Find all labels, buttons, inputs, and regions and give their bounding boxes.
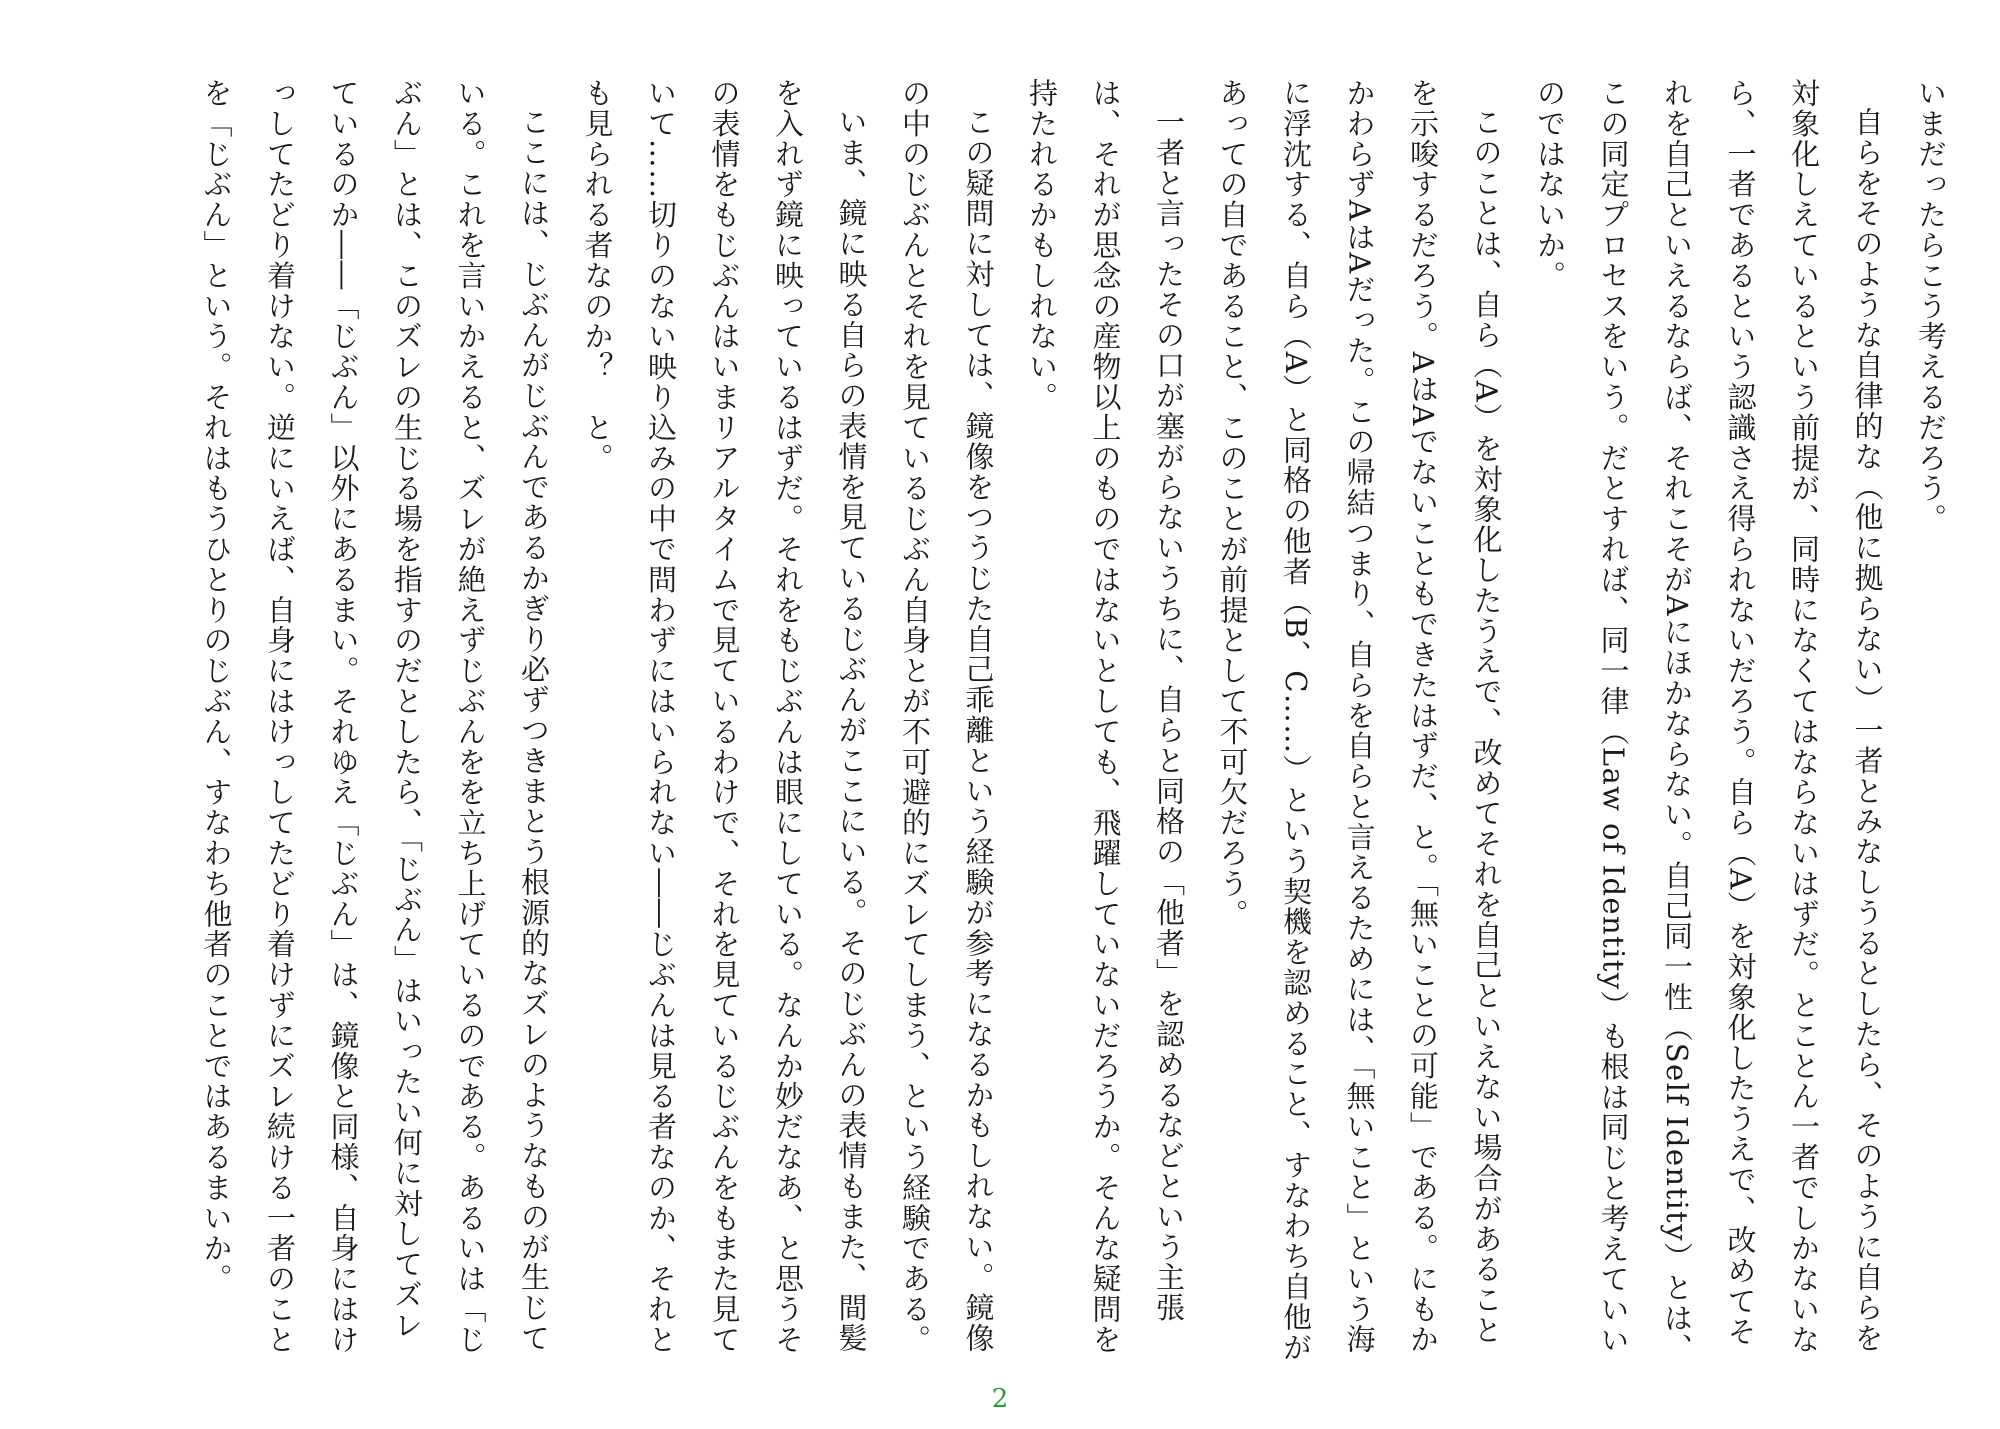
paragraph: いま、鏡に映る自らの表情を見ているじぶんがここにいる。そのじぶんの表情もまた、間髪を入れず鏡に映っているはずだ。それをもじぶんは眼にしている。なんか妙だなあ、と思うその表情をもじぶんはいまリアルタイムで見ているわけで、それを見ているじぶんをもまた見ていて……切りのない映り込みの中で問わずにはいられない――じぶんは見る者なのか、それとも見られる者なのか？ と。 (580, 78, 869, 1355)
page-number: 2 (991, 1384, 1009, 1414)
paragraph: このことは、自ら（A）を対象化したうえで、改めてそれを自己といえない場合があることを示唆するだろう。AはAでないこともできたはずだ、と。「無いことの可能」である。にもかかわらずAはAだった。この帰結つまり、自らを自らと言えるためには、「無いこと」という海に浮沈する、自ら（A）と同格の他者（B、C……）という契機を認めること、すなわち自他があっての自であること、このことが前提として不可欠だろう。 (1215, 78, 1504, 1363)
paragraph: 一者と言ったその口が塞がらないうちに、自らと同格の「他者」を認めるなどという主張は、それが思念の産物以上のものではないとしても、飛躍していないだろうか。そんな疑問を持たれるかもしれない。 (1025, 78, 1186, 1355)
paragraph: いまだったらこう考えるだろう。 (1914, 78, 1948, 534)
vertical-text-body (12, 78, 1962, 1368)
paragraph: 自らをそのような自律的な（他に拠らない）一者とみなしうるとしたら、そのように自らを対象化しえているという前提が、同時になくてはならないはずだ。とことん一者でしかないなら、一者であるという認識さえ得られないだろう。自ら（A）を対象化したうえで、改めてそれを自己といえるならば、それこそがAにほかならない。自己同一性（Self Identity）とは、この同定プロセスをいう。だとすれば、同一律（Law of Identity）も根は同じと考えていいのではないか。 (1533, 78, 1885, 1364)
paragraph: ここには、じぶんがじぶんであるかぎり必ずつきまとう根源的なズレのようなものが生じている。これを言いかえると、ズレが絶えずじぶんをを立ち上げているのである。あるいは「じぶん」とは、このズレの生じる場を指すのだとしたら、「じぶん」はいったい何に対してズレているのか――「じぶん」以外にあるまい。それゆえ「じぶん」は、鏡像と同様、自身にはけっしてたどり着けない。逆にいえば、自身にはけっしてたどり着けずにズレ続ける一者のことを「じぶん」という。それはもうひとりのじぶん、すなわち他者のことではあるまいか。 (199, 78, 551, 1355)
paragraph: この疑問に対しては、鏡像をつうじた自己乖離という経験が参考になるかもしれない。鏡像の中のじぶんとそれを見ているじぶん自身とが不可避的にズレてしまう、という経験である。 (898, 78, 996, 1355)
